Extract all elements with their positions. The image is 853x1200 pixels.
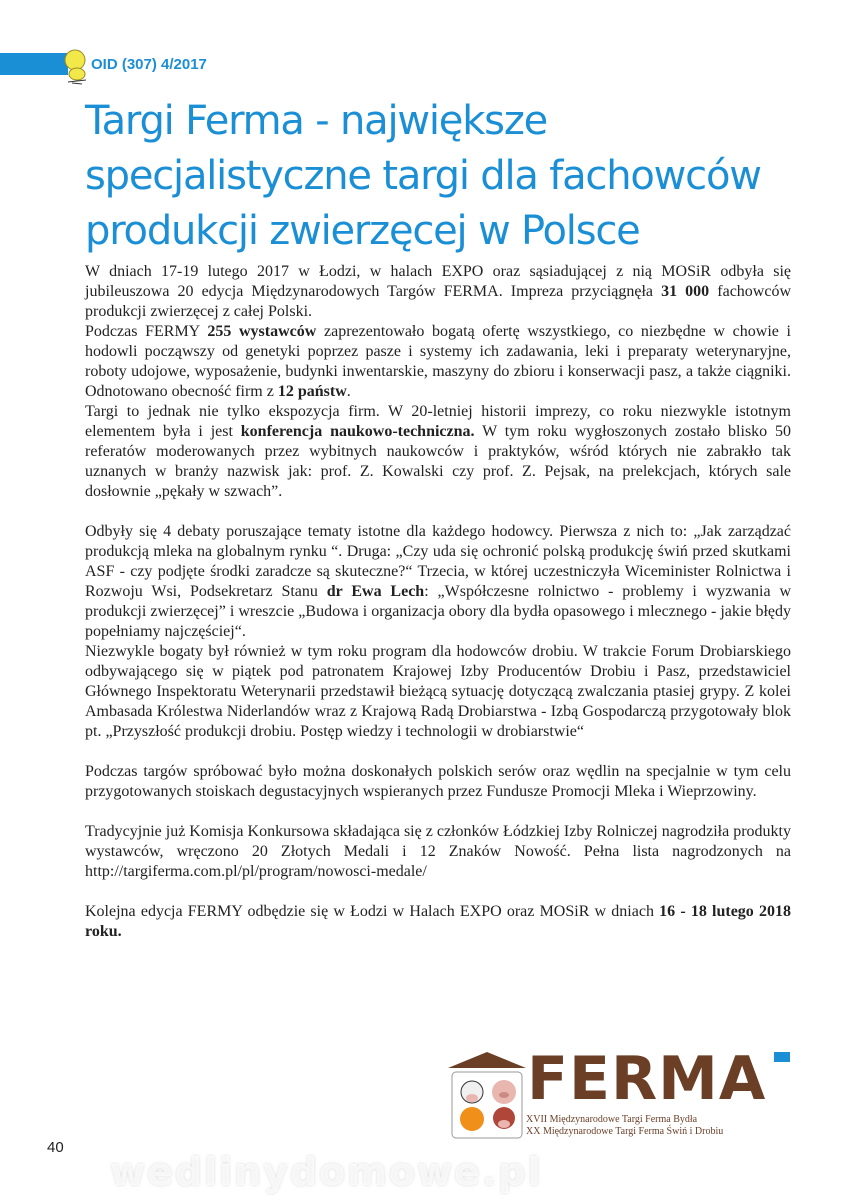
- bold-text: 16 - 18 lutego 2018 roku.: [85, 903, 791, 940]
- paragraph: Podczas targów spróbować było można doskonałych polskich serów oraz wędlin na specjalnie w tym celu przygotowanych stoiskach degustacyjnych wspieranych przez Fundusze Promocji Mleka i Wieprzowiny.: [85, 763, 791, 800]
- chick-icon: [60, 46, 90, 86]
- article-body: [85, 262, 791, 942]
- text: zaprezentowało bogatą ofertę wszystkiego, co niezbędne w chowie i hodowli począwszy od genetyki poprzez pasze i systemy ich zadawania, leki i preparaty weterynaryjne, roboty udojowe, wyposażenie, budynki inwentarskie, maszyny do zbioru i konserwacji pasz, a także ciągniki. Odnotowano obecność firm z: [85, 323, 791, 400]
- blue-marker: [774, 1052, 790, 1062]
- text: Kolejna edycja FERMY odbędzie się w Łodzi w Halach EXPO oraz MOSiR w dniach: [85, 903, 660, 920]
- text: W dniach 17-19 lutego 2017 w Łodzi, w halach EXPO oraz sąsiadującej z nią MOSiR odbyła się jubileuszowa 20 edycja Międzynarodowych Targów FERMA. Impreza przyciągnęła: [85, 263, 791, 300]
- watermark: wedlinydomowe.pl: [110, 1150, 543, 1194]
- paragraph: Niezwykle bogaty był również w tym roku program dla hodowców drobiu. W trakcie Forum Drobiarskiego odbywającego się w piątek pod patronatem Krajowej Izby Producentów Drobiu i Pasz, przedstawiciel Głównego Inspektoratu Weterynarii przedstawił bieżącą sytuację dotyczącą zwalczania ptasiej grypy. Z kolei Ambasada Królestwa Niderlandów wraz z Krajową Radą Drobiarstwa - Izbą Gospodarczą przygotowały blok pt. „Przyszłość produkcji drobiu. Postęp wiedzy i technologii w drobiarstwie“: [85, 643, 791, 740]
- logo-subtitle-line: XX Międzynarodowe Targi Ferma Świń i Drobiu: [526, 1126, 724, 1137]
- header-color-bar: [0, 53, 68, 75]
- text: Odbyły się 4 debaty poruszające tematy istotne dla każdego hodowcy. Pierwsza z nich to: „Jak zarządzać produkcją mleka na globalnym rynku “. Druga: „Czy uda się ochronić polską produkcję świń przed skutkami ASF - czy podjęte środki zaradcze są skuteczne?“ Trzecia, w której uczestniczyła Wiceminister Rolnictwa i Rozwoju Wsi, Podsekretarz Stanu: [85, 523, 791, 600]
- bold-text: konferencja naukowo-techniczna.: [240, 423, 475, 440]
- text: W tym roku wygłoszonych zostało blisko 50 referatów moderowanych przez wybitnych naukowców i praktyków, wśród których nie zabrakło tak uznanych w branży nazwisk jak: prof. Z. Kowalski czy prof. Z. Pejsak, na prelekcjach, których sale dosłownie „pękały w szwach”.: [85, 423, 792, 500]
- bold-text: 255 wystawców: [207, 323, 317, 340]
- issue-label: OID (307) 4/2017: [91, 56, 207, 73]
- text: : „Współczesne rolnictwo - problemy i wyzwania w produkcji zwierzęcej” i wreszcie „Budowa i organizacja obory dla bydła opasowego i mlecznego - jakie błędy popełniamy najczęściej“.: [85, 583, 792, 640]
- paragraph: Tradycyjnie już Komisja Konkursowa składająca się z członków Łódzkiej Izby Rolniczej nagrodziła produkty wystawców, wręczono 20 Złotych Medali i 12 Znaków Nowość. Pełna lista nagrodzonych na http://targiferma.com.pl/pl/program/nowosci-medale/: [85, 823, 791, 880]
- text: fachowców produkcji zwierzęcej z całej Polski.: [85, 283, 792, 320]
- text: Targi to jednak nie tylko ekspozycja firm. W 20-letniej historii imprezy, co roku niezwykle istotnym elementem była i jest: [85, 403, 791, 440]
- paragraph: [85, 402, 791, 502]
- bold-text: dr Ewa Lech: [326, 583, 425, 600]
- paragraph: [85, 262, 791, 322]
- logo-subtitle: [526, 1114, 723, 1138]
- paragraph: [85, 322, 791, 402]
- bold-text: 12 państw: [277, 383, 347, 400]
- logo-subtitle-line: XVII Międzynarodowe Targi Ferma Bydła: [526, 1114, 698, 1125]
- paragraph: [85, 902, 791, 942]
- ferma-logo-text: FERMA: [527, 1044, 767, 1114]
- text: Podczas FERMY: [85, 323, 208, 340]
- text: .: [346, 383, 351, 400]
- article-title: Targi Ferma - największe specjalistyczne targi dla fachowców produkcji zwierzęcej w Polsce: [85, 98, 761, 254]
- page-number: 40: [47, 1139, 64, 1156]
- bold-text: 31 000: [661, 283, 710, 300]
- paragraph: [85, 522, 791, 642]
